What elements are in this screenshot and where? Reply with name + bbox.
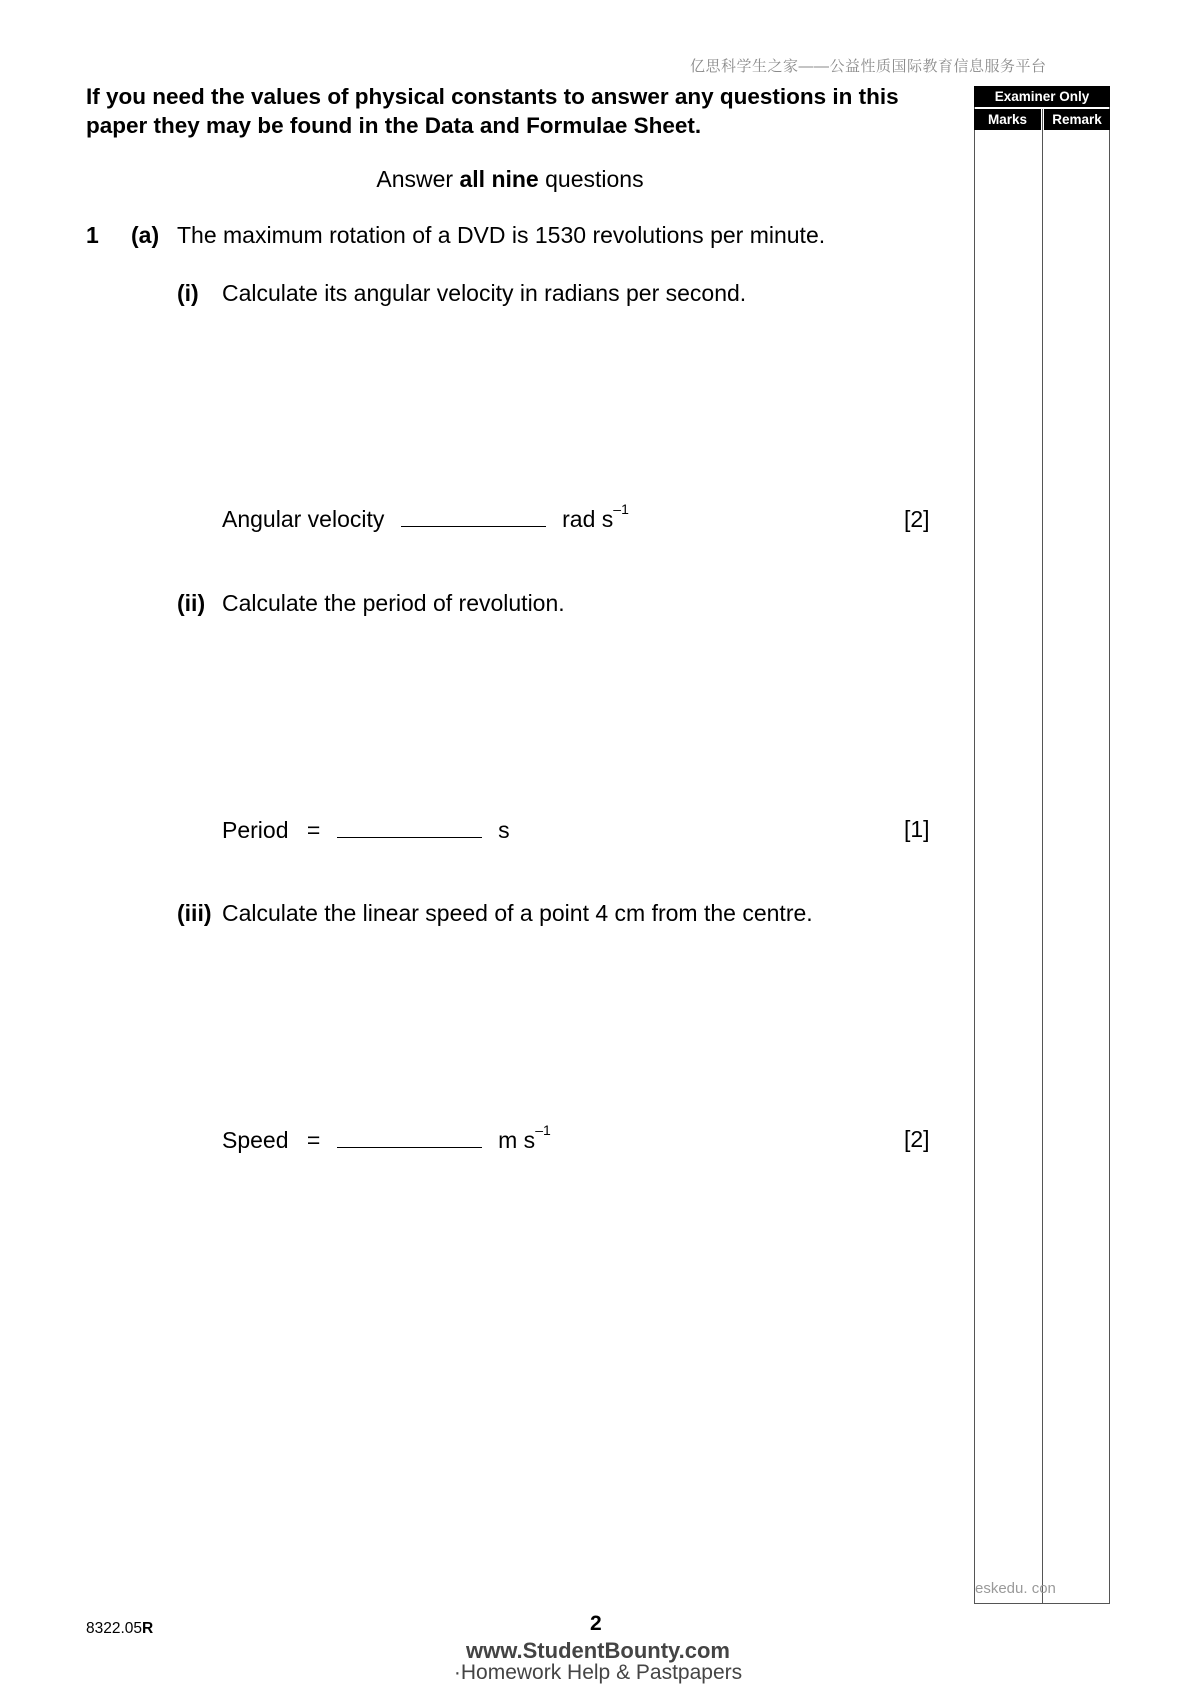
answer-bold: all nine [459,166,539,192]
speed-label: Speed [222,1127,289,1153]
sub-i-text: Calculate its angular velocity in radians per second. [222,280,747,306]
page-number: 2 [590,1612,602,1635]
marks-column-header: Marks [974,109,1041,130]
studentbounty-logo[interactable] [448,1640,748,1684]
angular-velocity-blank[interactable] [401,504,546,527]
period-equals: = [306,817,321,843]
speed-unit: m s [498,1127,536,1153]
paper-code [86,1620,153,1638]
top-watermark: 亿思科学生之家——公益性质国际教育信息服务平台 [690,58,1047,75]
paper-code-suffix: R [142,1620,154,1637]
studentbounty-url[interactable]: www.StudentBounty.com [466,1638,730,1663]
part-a-text: The maximum rotation of a DVD is 1530 revolutions per minute. [177,222,826,248]
marks-sub-ii: [1] [904,816,930,842]
speed-answer-line [222,1122,551,1154]
part-a-label: (a) [131,222,160,248]
angular-velocity-label: Angular velocity [222,506,385,532]
speed-unit-exponent: –1 [535,1122,551,1138]
period-unit: s [498,817,510,843]
paper-code-number: 8322.05 [86,1620,143,1637]
marks-sub-i: [2] [904,506,930,532]
period-blank[interactable] [337,815,482,838]
period-answer-line [222,815,510,844]
side-watermark: eskedu. con [975,1580,1056,1597]
angular-velocity-unit-exponent: –1 [613,501,629,517]
speed-equals: = [306,1127,321,1153]
examiner-column-divider [1042,109,1043,1604]
remark-column-header: Remark [1044,109,1110,130]
answer-instruction [0,166,1020,193]
angular-velocity-unit: rad s [562,506,614,532]
angular-velocity-answer-line [222,501,629,533]
studentbounty-tagline: ·Homework Help & Pastpapers [453,1661,743,1684]
sub-ii-text: Calculate the period of revolution. [222,590,565,616]
period-label: Period [222,817,289,843]
intro-instructions: If you need the values of physical constants to answer any questions in this paper they may be found in the Data and Formulae Sheet. [86,84,899,138]
answer-prefix: Answer [376,166,460,192]
examiner-header: Examiner Only [974,86,1110,107]
sub-ii-label: (ii) [177,590,206,616]
sub-iii-text: Calculate the linear speed of a point 4 cm from the centre. [222,900,813,926]
speed-blank[interactable] [337,1125,482,1148]
marks-sub-iii: [2] [904,1126,930,1152]
answer-suffix: questions [538,166,644,192]
sub-iii-label: (iii) [177,900,212,926]
sub-i-label: (i) [177,280,199,306]
question-number: 1 [86,222,99,248]
